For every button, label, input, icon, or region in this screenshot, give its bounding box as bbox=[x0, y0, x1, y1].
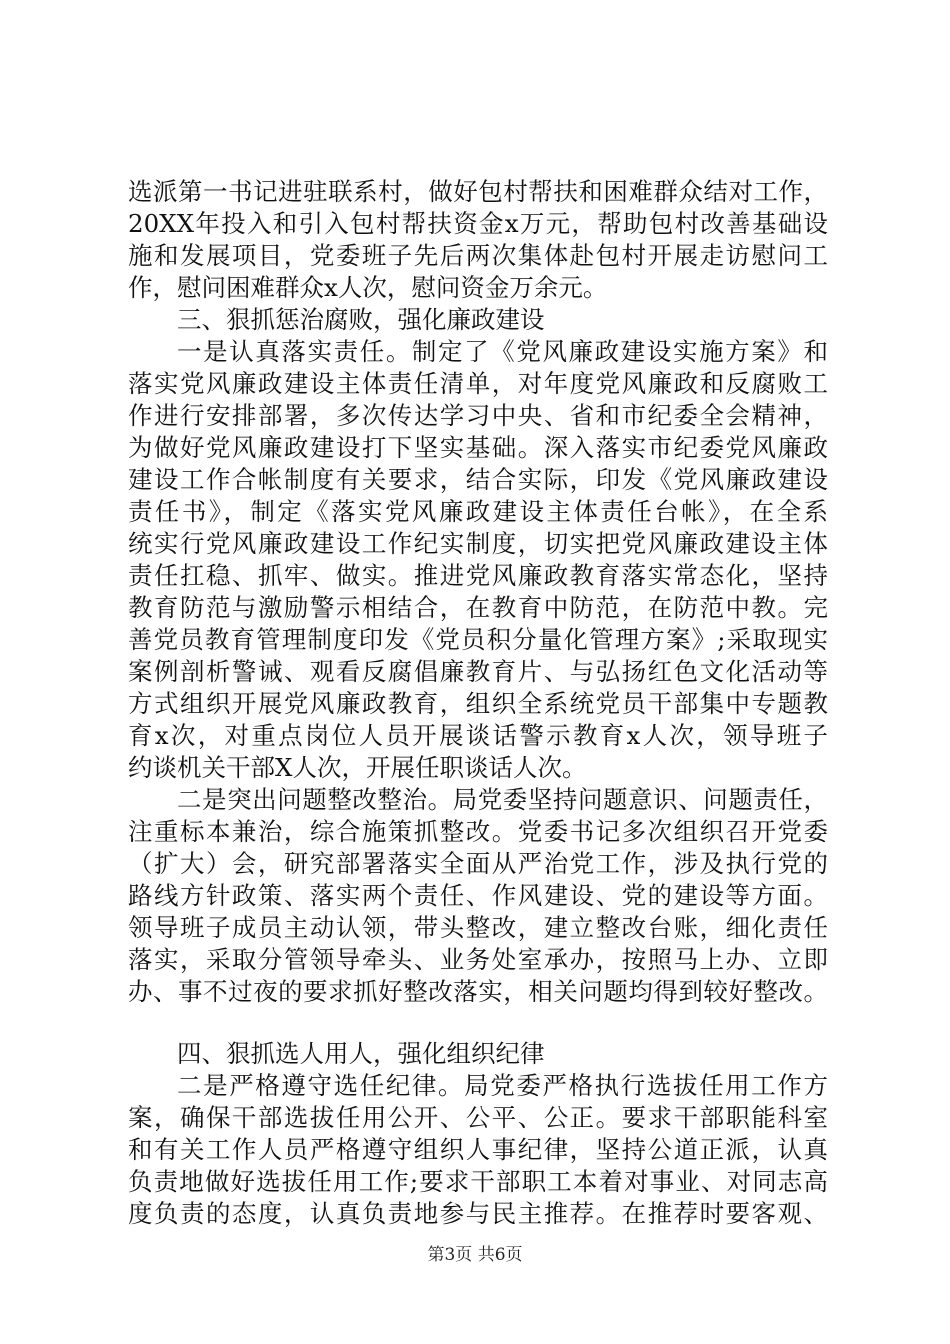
document-body bbox=[128, 176, 828, 1230]
section-heading: 三、狠抓惩治腐败，强化廉政建设 bbox=[177, 305, 545, 334]
text-line: 善党员教育管理制度印发《党员积分量化管理方案》;采取现实 bbox=[128, 625, 828, 654]
text-line: 为做好党风廉政建设打下坚实基础。深入落实市纪委党风廉政 bbox=[128, 433, 828, 462]
text-line: 二是严格遵守选任纪律。局党委严格执行选拔任用工作方 bbox=[177, 1071, 828, 1100]
text-line: （扩大）会，研究部署落实全面从严治党工作，涉及执行党的 bbox=[128, 849, 828, 878]
text-line: 作，慰问困难群众x人次，慰问资金万余元。 bbox=[128, 273, 608, 302]
text-line: 案，确保干部选拔任用公开、公平、公正。要求干部职能科室 bbox=[128, 1103, 828, 1132]
text-line: 落实，采取分管领导牵头、业务处室承办，按照马上办、立即 bbox=[128, 945, 828, 974]
text-line: 落实党风廉政建设主体责任清单，对年度党风廉政和反腐败工 bbox=[128, 369, 828, 398]
text-line: 20XX年投入和引入包村帮扶资金x万元，帮助包村改善基础设 bbox=[128, 209, 828, 238]
text-line: 选派第一书记进驻联系村，做好包村帮扶和困难群众结对工作， bbox=[128, 177, 828, 206]
text-line: 育x次，对重点岗位人员开展谈话警示教育x人次，领导班子 bbox=[128, 721, 828, 750]
text-line: 度负责的态度，认真负责地参与民主推荐。在推荐时要客观、 bbox=[128, 1199, 828, 1228]
text-line: 负责地做好选拔任用工作;要求干部职工本着对事业、对同志高 bbox=[128, 1167, 828, 1196]
text-line: 建设工作合帐制度有关要求，结合实际，印发《党风廉政建设 bbox=[128, 465, 828, 494]
paragraph-gap bbox=[128, 1008, 828, 1038]
text-line: 约谈机关干部X人次，开展任职谈话人次。 bbox=[128, 753, 587, 782]
text-line: 注重标本兼治，综合施策抓整改。党委书记多次组织召开党委 bbox=[128, 817, 828, 846]
text-line: 一是认真落实责任。制定了《党风廉政建设实施方案》和 bbox=[177, 337, 828, 366]
text-line: 教育防范与激励警示相结合，在教育中防范，在防范中教。完 bbox=[128, 593, 828, 622]
text-line: 施和发展项目，党委班子先后两次集体赴包村开展走访慰问工 bbox=[128, 241, 828, 270]
text-line: 领导班子成员主动认领，带头整改，建立整改台账，细化责任 bbox=[128, 913, 828, 942]
page-footer: 第3页 共6页 bbox=[427, 1245, 523, 1265]
text-line: 二是突出问题整改整治。局党委坚持问题意识、问题责任， bbox=[177, 785, 828, 814]
text-line: 作进行安排部署，多次传达学习中央、省和市纪委全会精神， bbox=[128, 401, 828, 430]
text-line: 方式组织开展党风廉政教育，组织全系统党员干部集中专题教 bbox=[128, 689, 828, 718]
section-heading: 四、狠抓选人用人，强化组织纪律 bbox=[177, 1039, 545, 1068]
text-line: 统实行党风廉政建设工作纪实制度，切实把党风廉政建设主体 bbox=[128, 529, 828, 558]
text-line: 责任扛稳、抓牢、做实。推进党风廉政教育落实常态化，坚持 bbox=[128, 561, 828, 590]
text-line: 责任书》，制定《落实党风廉政建设主体责任台帐》，在全系 bbox=[128, 497, 828, 526]
text-line: 办、事不过夜的要求抓好整改落实，相关问题均得到较好整改。 bbox=[128, 977, 828, 1006]
text-line: 案例剖析警诫、观看反腐倡廉教育片、与弘扬红色文化活动等 bbox=[128, 657, 828, 686]
text-line: 和有关工作人员严格遵守组织人事纪律，坚持公道正派，认真 bbox=[128, 1135, 828, 1164]
text-line: 路线方针政策、落实两个责任、作风建设、党的建设等方面。 bbox=[128, 881, 828, 910]
